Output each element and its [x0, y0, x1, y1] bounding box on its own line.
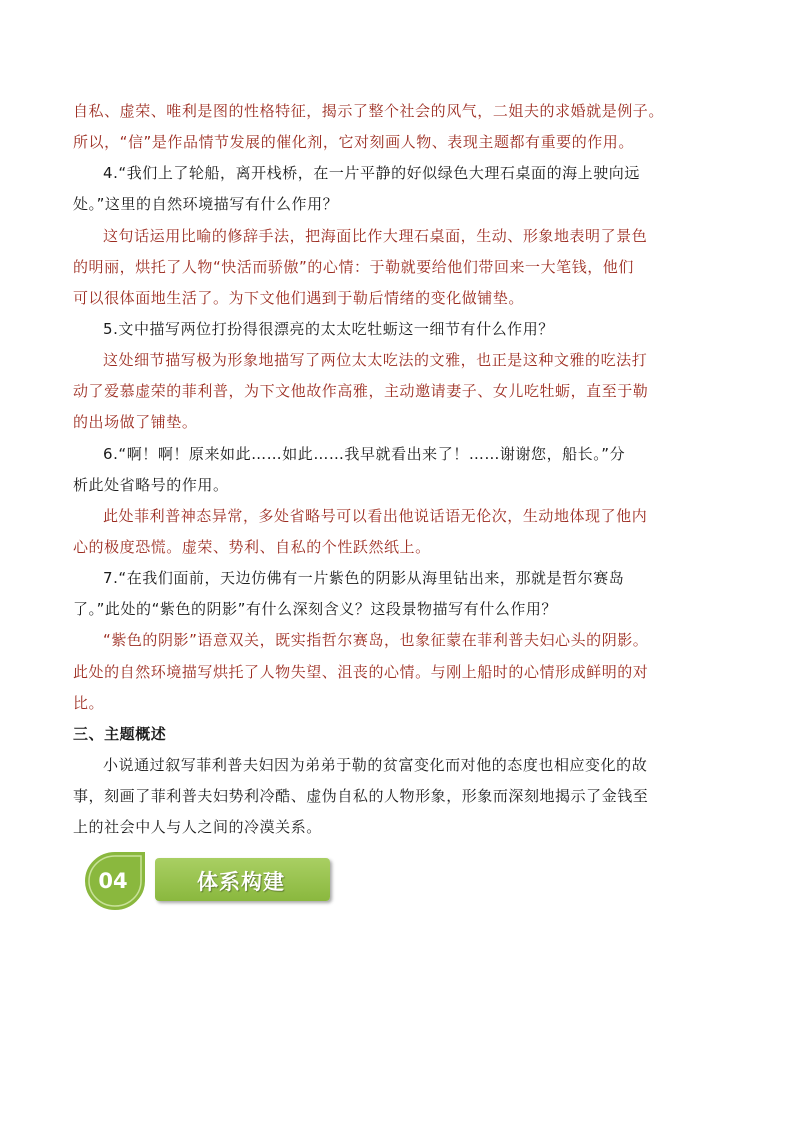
answer-line: 这句话运用比喻的修辞手法，把海面比作大理石桌面，生动、形象地表明了景色	[103, 227, 648, 245]
question-line: 4.“我们上了轮船，离开栈桥，在一片平静的好似绿色大理石桌面的海上驶向远	[103, 164, 640, 182]
question-line: 处。”这里的自然环境描写有什么作用？	[73, 195, 339, 213]
question-line: 5.文中描写两位打扮得很漂亮的太太吃牡蛎这一细节有什么作用？	[103, 320, 554, 338]
answer-line: 动了爱慕虚荣的菲利普，为下文他故作高雅，主动邀请妻子、女儿吃牡蛎，直至于勒	[73, 382, 649, 400]
section-title-banner	[155, 858, 330, 901]
question-line: 7.“在我们面前，天边仿佛有一片紫色的阴影从海里钻出来，那就是哲尔赛岛	[103, 569, 625, 587]
body-line: 上的社会中人与人之间的冷漠关系。	[73, 818, 322, 836]
body-line: 小说通过叙写菲利普夫妇因为弟弟于勒的贫富变化而对他的态度也相应变化的故	[103, 756, 648, 774]
answer-line: 可以很体面地生活了。为下文他们遇到于勒后情绪的变化做铺垫。	[73, 289, 524, 307]
question-line: 了。”此处的“紫色的阴影”有什么深刻含义？这段景物描写有什么作用？	[73, 600, 557, 618]
section-heading: 三、主题概述	[73, 725, 167, 743]
answer-line: 比。	[73, 694, 105, 712]
question-line: 6.“啊！啊！原来如此……如此……我早就看出来了！……谢谢您，船长。”分	[103, 445, 626, 463]
answer-line: 这处细节描写极为形象地描写了两位太太吃法的文雅，也正是这种文雅的吃法打	[103, 351, 648, 369]
section-title: 体系构建	[197, 870, 285, 894]
section-number: 04	[98, 869, 128, 893]
answer-line: 此处菲利普神态异常，多处省略号可以看出他说话语无伦次，生动地体现了他内	[103, 507, 648, 525]
answer-line: 的出场做了铺垫。	[73, 413, 198, 431]
answer-line: 自私、虚荣、唯利是图的性格特征，揭示了整个社会的风气，二姐夫的求婚就是例子。	[73, 102, 664, 120]
section-number-badge	[82, 849, 148, 911]
answer-line: 心的极度恐慌。虚荣、势利、自私的个性跃然纸上。	[73, 538, 431, 556]
body-line: 事，刻画了菲利普夫妇势利冷酷、虚伪自私的人物形象，形象而深刻地揭示了金钱至	[73, 787, 649, 805]
question-line: 析此处省略号的作用。	[73, 476, 229, 494]
answer-line: 的明丽，烘托了人物“快活而骄傲”的心情：于勒就要给他们带回来一大笔钱，他们	[73, 258, 634, 276]
answer-line: “紫色的阴影”语意双关，既实指哲尔赛岛，也象征蒙在菲利普夫妇心头的阴影。	[103, 631, 649, 649]
answer-line: 所以，“信”是作品情节发展的催化剂，它对刻画人物、表现主题都有重要的作用。	[73, 133, 634, 151]
answer-line: 此处的自然环境描写烘托了人物失望、沮丧的心情。与刚上船时的心情形成鲜明的对	[73, 663, 649, 681]
